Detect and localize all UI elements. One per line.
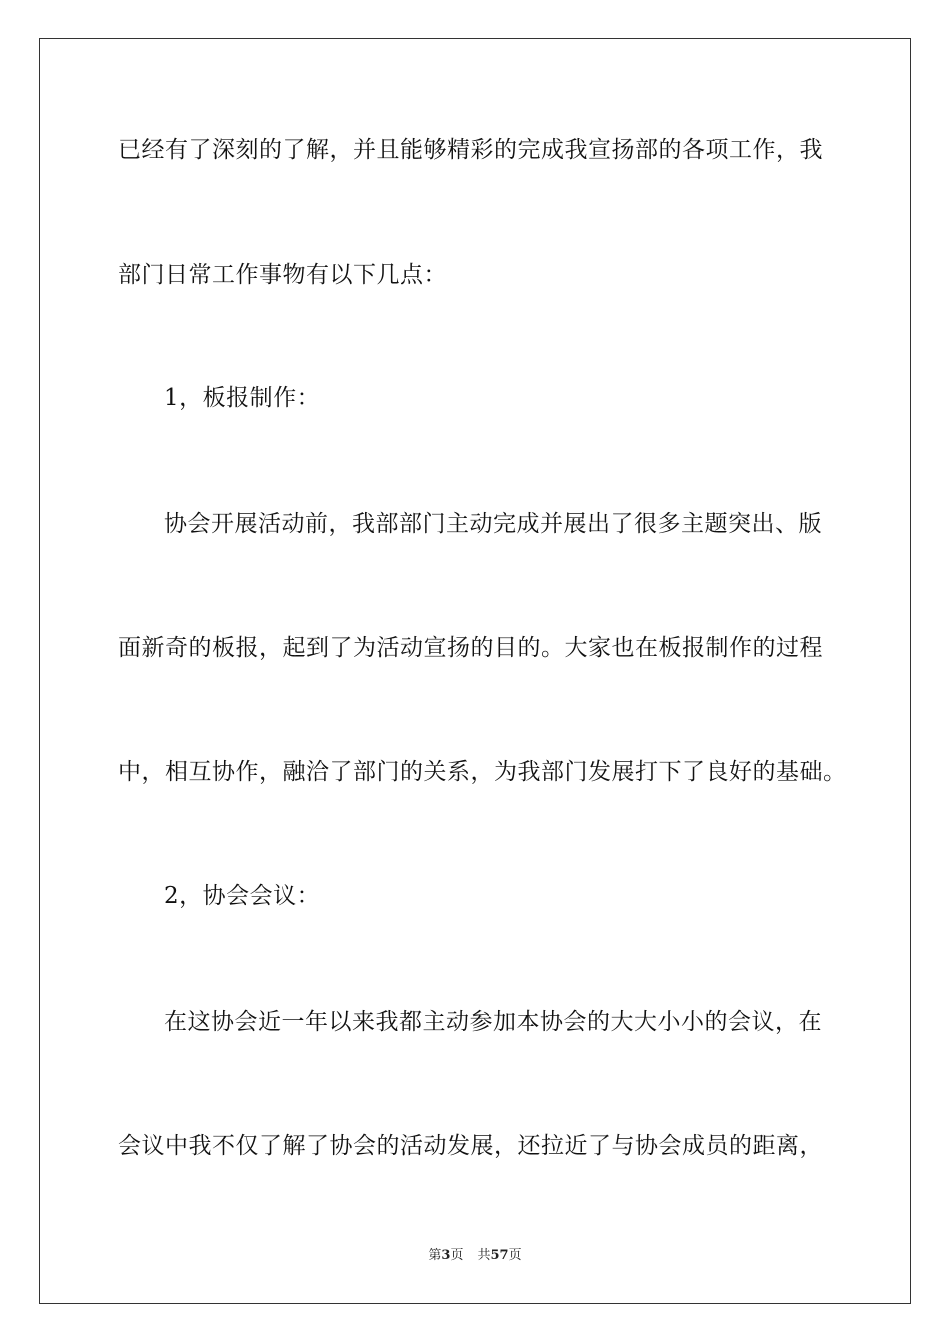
page-suffix: 页 (450, 1248, 464, 1263)
page-prefix: 第 (428, 1248, 442, 1263)
body-text-line: 已经有了深刻的了解，并且能够精彩的完成我宣扬部的各项工作，我 (118, 137, 823, 163)
section-heading: 1，板报制作： (164, 385, 321, 411)
section-heading: 2，协会会议： (164, 883, 321, 909)
page-frame (39, 38, 911, 1304)
body-text-line: 会议中我不仅了解了协会的活动发展，还拉近了与协会成员的距离， (118, 1133, 823, 1159)
page-footer (0, 1246, 950, 1266)
body-text-line: 中，相互协作，融洽了部门的关系，为我部门发展打下了良好的基础。 (118, 759, 847, 785)
total-pages: 57 (490, 1248, 509, 1263)
total-suffix: 页 (508, 1248, 522, 1263)
body-text-line: 在这协会近一年以来我都主动参加本协会的大大小小的会议，在 (164, 1009, 822, 1035)
body-text-line: 面新奇的板报，起到了为活动宣扬的目的。大家也在板报制作的过程 (118, 635, 823, 661)
body-text-line: 部门日常工作事物有以下几点： (118, 262, 447, 288)
total-prefix: 共 (477, 1248, 491, 1263)
body-text-line: 协会开展活动前，我部部门主动完成并展出了很多主题突出、版 (164, 511, 822, 537)
page-number: 3 (441, 1248, 451, 1263)
